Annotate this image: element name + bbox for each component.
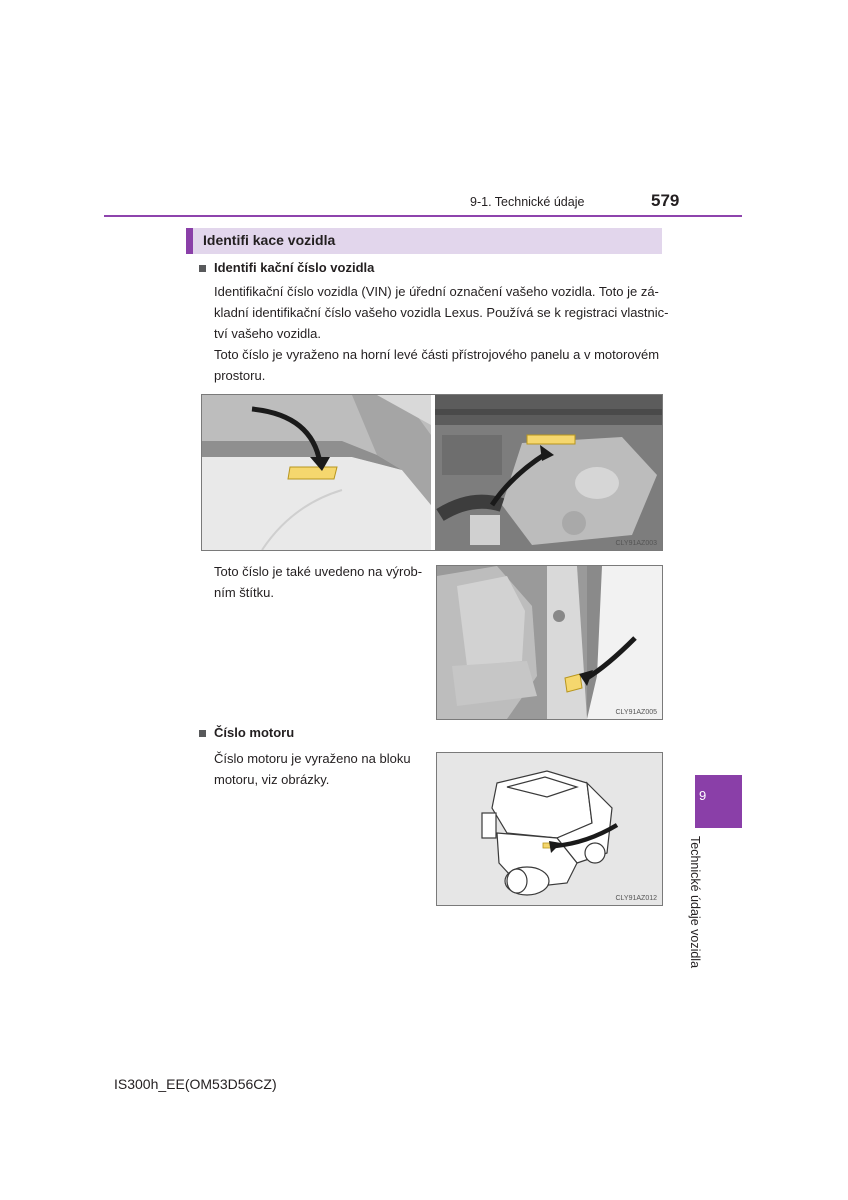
engine-heading: Číslo motoru [214,725,295,740]
running-header: 9-1. Technické údaje [470,195,585,209]
engine-block-illustration [437,753,662,905]
vin-paragraph-1 [214,281,669,344]
figure-vin-locations [201,394,663,551]
text-line: Toto číslo je také uvedeno na výrob- [214,564,423,579]
bullet-square-icon [199,730,206,737]
header-rule [104,215,742,217]
text-line: ním štítku. [214,585,274,600]
text-line: Číslo motoru je vyraženo na bloku [214,751,411,766]
figure-code: CLY91AZ005 [615,709,657,716]
vin-heading: Identifi kační číslo vozidla [214,260,375,275]
figure-door-pillar-label [436,565,663,720]
vin-paragraph-2 [214,344,660,386]
figure-code: CLY91AZ012 [615,895,657,902]
text-line: Toto číslo je vyraženo na horní levé části přístrojového panelu a v motorovém [214,347,660,362]
text-line: Identifikační číslo vozidla (VIN) je úřední označení vašeho vozidla. Toto je zá- [214,284,659,299]
section-bar [186,228,662,254]
door-pillar-illustration [437,566,662,719]
footer-doc-code: IS300h_EE(OM53D56CZ) [114,1076,277,1092]
section-title: Identifi kace vozidla [203,232,336,248]
vin-paragraph-3 [214,561,426,603]
figure-code: CLY91AZ003 [615,540,657,547]
page-number: 579 [651,191,680,210]
text-line: kladní identifikační číslo vašeho vozidla Lexus. Používá se k registraci vlastnic- [214,305,669,320]
text-line: motoru, viz obrázky. [214,772,330,787]
vin-location-illustration [202,395,662,550]
engine-paragraph [214,748,426,790]
text-line: prostoru. [214,368,266,383]
text-line: tví vašeho vozidla. [214,326,321,341]
bullet-square-icon [199,265,206,272]
chapter-number: 9 [699,788,707,803]
chapter-label: Technické údaje vozidla [688,836,702,969]
figure-engine-number [436,752,663,906]
